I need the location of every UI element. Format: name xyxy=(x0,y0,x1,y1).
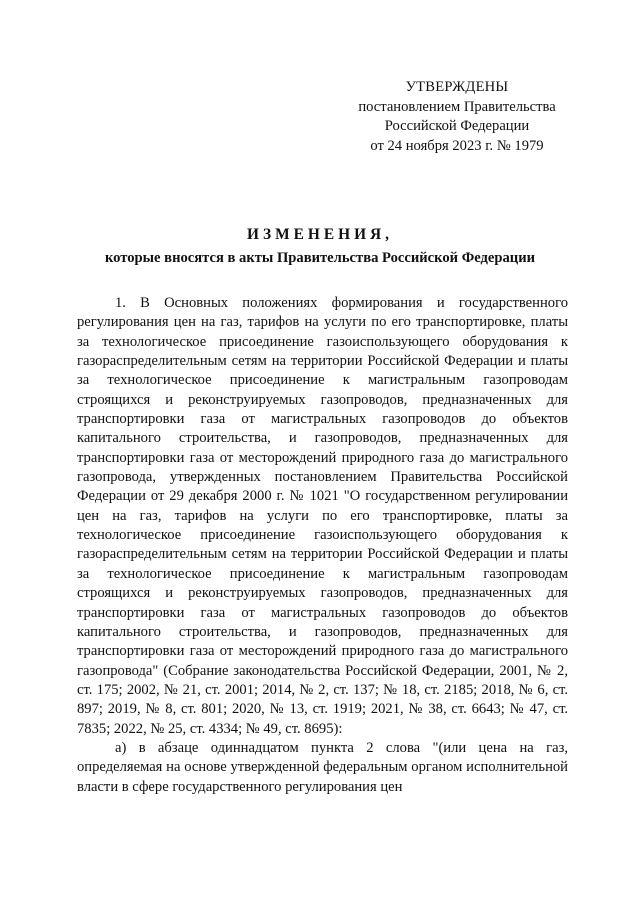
document-title: ИЗМЕНЕНИЯ, xyxy=(246,226,394,243)
paragraph-1: 1. В Основных положениях формирования и государственного регулирования цен на газ, тарифов на услуги по его транспортировке, платы за технологическое присоединение газоиспользующего оборудования к газораспределительным сетям на территории Российской Федерации и платы за технологическое присоединение к магистральным газопроводам строящихся и реконструируемых газопроводов, предназначенных для транспортировки газа от магистральных газопроводов до объектов капитального строительства, и газопроводов, предназначенных для транспортировки газа от месторождений природного газа до магистрального газопровода, утвержденных постановлением Правительства Российской Федерации от 29 декабря 2000 г. № 1021 "О государственном регулировании цен на газ, тарифов на услуги по его транспортировке, платы за технологическое присоединение газоиспользующего оборудования к газораспределительным сетям на территории Российской Федерации и платы за технологическое присоединение к магистральным газопроводам строящихся и реконструируемых газопроводов, предназначенных для транспортировки газа от магистральных газопроводов до объектов капитального строительства, и газопроводов, предназначенных для транспортировки газа от месторождений природного газа до магистрального газопровода" (Собрание законодательства Российской Федерации, 2001, № 2, ст. 175; 2002, № 21, ст. 2001; 2014, № 2, ст. 137; № 18, ст. 2185; 2018, № 6, ст. 897; 2019, № 8, ст. 801; 2020, № 13, ст. 1919; 2021, № 38, ст. 6643; № 47, ст. 7835; 2022, № 25, ст. 4334; № 49, ст. 8695): xyxy=(77,295,568,737)
paragraph-1a: а) в абзаце одиннадцатом пункта 2 слова "(или цена на газ, определяемая на основе утвержденной федеральным органом исполнительной власти в сфере государственного регулирования цен xyxy=(77,739,568,795)
approval-stamp xyxy=(352,78,562,156)
approval-line-government: Российской Федерации xyxy=(384,118,530,135)
approval-line-resolution: постановлением Правительства xyxy=(358,98,556,115)
approval-line-date: от 24 ноября 2023 г. № 1979 xyxy=(370,137,544,154)
document-body xyxy=(77,294,568,797)
approval-heading: УТВЕРЖДЕНЫ xyxy=(405,79,509,95)
document-subtitle: которые вносятся в акты Правительства Российской Федерации xyxy=(104,250,536,266)
